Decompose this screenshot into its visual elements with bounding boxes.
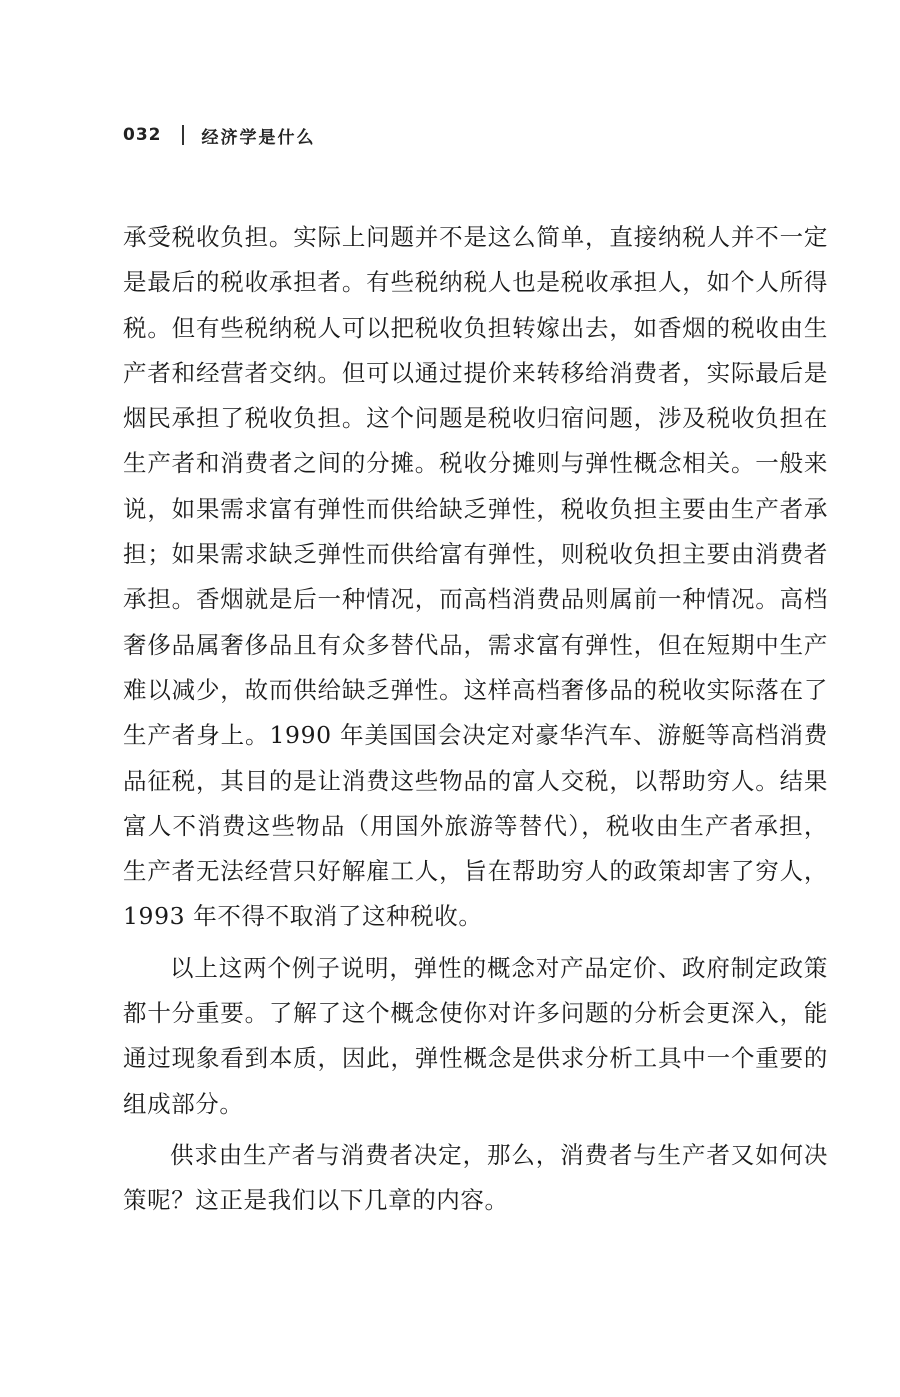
- book-title: 经济学是什么: [201, 127, 316, 148]
- paragraph-continued: 承受税收负担。实际上问题并不是这么简单，直接纳税人并不一定是最后的税收承担者。有些税纳税人也是税收承担人，如个人所得税。但有些税纳税人可以把税收负担转嫁出去，如香烟的税收由生产者和经营者交纳。但可以通过提价来转移给消费者，实际最后是烟民承担了税收负担。这个问题是税收归宿问题，涉及税收负担在生产者和消费者之间的分摊。税收分摊则与弹性概念相关。一般来说，如果需求富有弹性而供给缺乏弹性，税收负担主要由生产者承担；如果需求缺乏弹性而供给富有弹性，则税收负担主要由消费者承担。香烟就是后一种情况，而高档消费品则属前一种情况。高档奢侈品属奢侈品且有众多替代品，需求富有弹性，但在短期中生产难以减少，故而供给缺乏弹性。这样高档奢侈品的税收实际落在了生产者身上。1990 年美国国会决定对豪华汽车、游艇等高档消费品征税，其目的是让消费这些物品的富人交税，以帮助穷人。结果富人不消费这些物品（用国外旅游等替代），税收由生产者承担，生产者无法经营只好解雇工人，旨在帮助穷人的政策却害了穷人，1993 年不得不取消了这种税收。: [123, 223, 828, 931]
- running-header: [123, 120, 316, 150]
- body-text: [123, 215, 828, 1224]
- paragraph: 以上这两个例子说明，弹性的概念对产品定价、政府制定政策都十分重要。了解了这个概念使你对许多问题的分析会更深入，能通过现象看到本质，因此，弹性概念是供求分析工具中一个重要的组成部分。: [123, 953, 828, 1118]
- page-number: 032: [123, 125, 162, 145]
- paragraph: 供求由生产者与消费者决定，那么，消费者与生产者又如何决策呢？这正是我们以下几章的内容。: [123, 1140, 828, 1215]
- header-separator: [182, 125, 184, 145]
